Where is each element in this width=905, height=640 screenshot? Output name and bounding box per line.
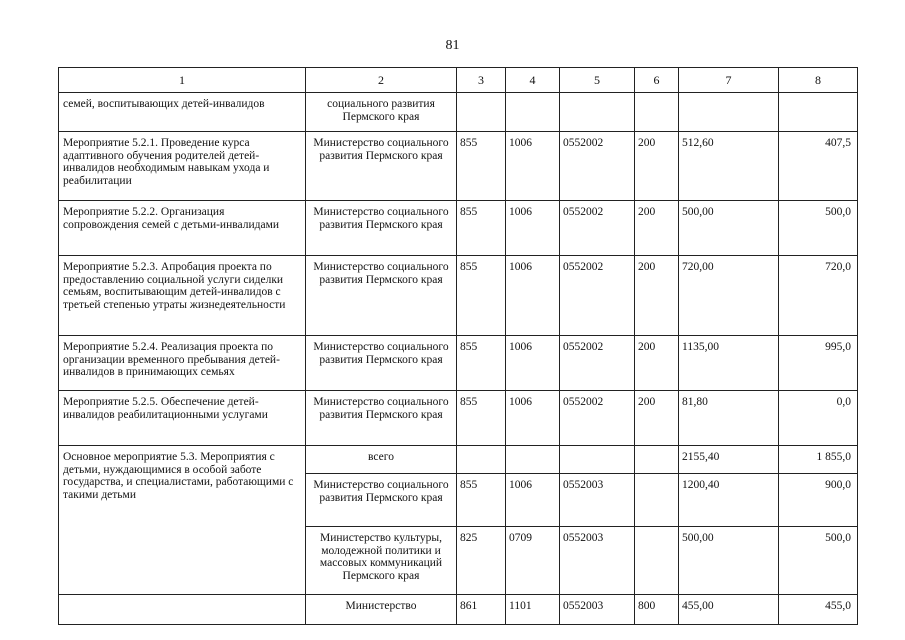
table-row <box>59 336 858 391</box>
column-header: 5 <box>560 68 635 93</box>
column-header: 4 <box>506 68 560 93</box>
table-row <box>59 595 858 625</box>
activity-name: Мероприятие 5.2.1. Проведение курса адаптивного обучения родителей детей-инвалидов необходимым навыкам ухода и реабилитации <box>59 132 306 201</box>
code-cell: 0552002 <box>560 256 635 336</box>
code-cell: 855 <box>457 336 506 391</box>
responsible-body: Министерство социального развития Пермского края <box>306 391 457 446</box>
responsible-body: Министерство социального развития Пермского края <box>306 132 457 201</box>
column-header: 8 <box>779 68 858 93</box>
responsible-body: Министерство <box>306 595 457 625</box>
amount-cell: 720,0 <box>779 256 858 336</box>
amount-cell: 500,00 <box>679 527 779 595</box>
code-cell: 1101 <box>506 595 560 625</box>
code-cell: 861 <box>457 595 506 625</box>
amount-cell: 0,0 <box>779 391 858 446</box>
amount-cell: 500,0 <box>779 527 858 595</box>
code-cell <box>635 93 679 132</box>
code-cell: 825 <box>457 527 506 595</box>
column-header: 7 <box>679 68 779 93</box>
activity-name: семей, воспитывающих детей-инвалидов <box>59 93 306 132</box>
code-cell: 855 <box>457 201 506 256</box>
table-row <box>59 132 858 201</box>
code-cell: 0709 <box>506 527 560 595</box>
code-cell: 1006 <box>506 201 560 256</box>
code-cell <box>457 446 506 474</box>
table-row <box>59 446 858 474</box>
code-cell: 855 <box>457 391 506 446</box>
code-cell <box>457 93 506 132</box>
column-header: 2 <box>306 68 457 93</box>
code-cell <box>560 446 635 474</box>
amount-cell: 1135,00 <box>679 336 779 391</box>
column-header: 1 <box>59 68 306 93</box>
amount-cell <box>779 93 858 132</box>
code-cell <box>635 446 679 474</box>
code-cell: 1006 <box>506 474 560 527</box>
activity-name: Мероприятие 5.2.4. Реализация проекта по организации временного пребывания детей-инвалидов в принимающих семьях <box>59 336 306 391</box>
column-header: 3 <box>457 68 506 93</box>
code-cell: 0552003 <box>560 474 635 527</box>
amount-cell <box>679 93 779 132</box>
code-cell: 0552002 <box>560 336 635 391</box>
responsible-body: Министерство социального развития Пермского края <box>306 256 457 336</box>
code-cell: 0552003 <box>560 527 635 595</box>
activity-name: Основное мероприятие 5.3. Мероприятия с детьми, нуждающимися в особой заботе государства, и специалистами, работающими с такими детьми <box>59 446 306 595</box>
amount-cell: 2155,40 <box>679 446 779 474</box>
code-cell: 0552003 <box>560 595 635 625</box>
code-cell: 855 <box>457 256 506 336</box>
code-cell: 1006 <box>506 132 560 201</box>
budget-table <box>58 67 858 625</box>
table-row <box>59 93 858 132</box>
responsible-body: Министерство социального развития Пермского края <box>306 201 457 256</box>
table-row <box>59 201 858 256</box>
code-cell: 855 <box>457 132 506 201</box>
code-cell: 200 <box>635 201 679 256</box>
table-row <box>59 256 858 336</box>
amount-cell: 1200,40 <box>679 474 779 527</box>
amount-cell: 455,00 <box>679 595 779 625</box>
code-cell: 800 <box>635 595 679 625</box>
activity-name: Мероприятие 5.2.3. Апробация проекта по предоставлению социальной услуги сиделки семьям, воспитывающим детей-инвалидов с третьей степенью утраты жизнедеятельности <box>59 256 306 336</box>
amount-cell: 1 855,0 <box>779 446 858 474</box>
amount-cell: 455,0 <box>779 595 858 625</box>
amount-cell: 500,0 <box>779 201 858 256</box>
amount-cell: 407,5 <box>779 132 858 201</box>
code-cell: 200 <box>635 132 679 201</box>
table-row <box>59 391 858 446</box>
responsible-body: Министерство социального развития Пермского края <box>306 474 457 527</box>
amount-cell: 512,60 <box>679 132 779 201</box>
code-cell: 0552002 <box>560 391 635 446</box>
code-cell: 200 <box>635 336 679 391</box>
table-header-row <box>59 68 858 93</box>
code-cell: 855 <box>457 474 506 527</box>
amount-cell: 81,80 <box>679 391 779 446</box>
code-cell: 200 <box>635 256 679 336</box>
code-cell: 1006 <box>506 256 560 336</box>
amount-cell: 720,00 <box>679 256 779 336</box>
activity-name: Мероприятие 5.2.2. Организация сопровождения семей с детьми-инвалидами <box>59 201 306 256</box>
code-cell <box>506 93 560 132</box>
responsible-body: Министерство культуры, молодежной политики и массовых коммуникаций Пермского края <box>306 527 457 595</box>
code-cell: 0552002 <box>560 132 635 201</box>
column-header: 6 <box>635 68 679 93</box>
code-cell: 1006 <box>506 336 560 391</box>
code-cell: 1006 <box>506 391 560 446</box>
responsible-body: Министерство социального развития Пермского края <box>306 336 457 391</box>
amount-cell: 900,0 <box>779 474 858 527</box>
code-cell: 0552002 <box>560 201 635 256</box>
code-cell <box>635 527 679 595</box>
code-cell: 200 <box>635 391 679 446</box>
amount-cell: 995,0 <box>779 336 858 391</box>
activity-name: Мероприятие 5.2.5. Обеспечение детей-инвалидов реабилитационными услугами <box>59 391 306 446</box>
page-number: 81 <box>445 38 460 53</box>
activity-name <box>59 595 306 625</box>
code-cell <box>635 474 679 527</box>
code-cell <box>560 93 635 132</box>
amount-cell: 500,00 <box>679 201 779 256</box>
responsible-body: социального развития Пермского края <box>306 93 457 132</box>
responsible-body: всего <box>306 446 457 474</box>
code-cell <box>506 446 560 474</box>
